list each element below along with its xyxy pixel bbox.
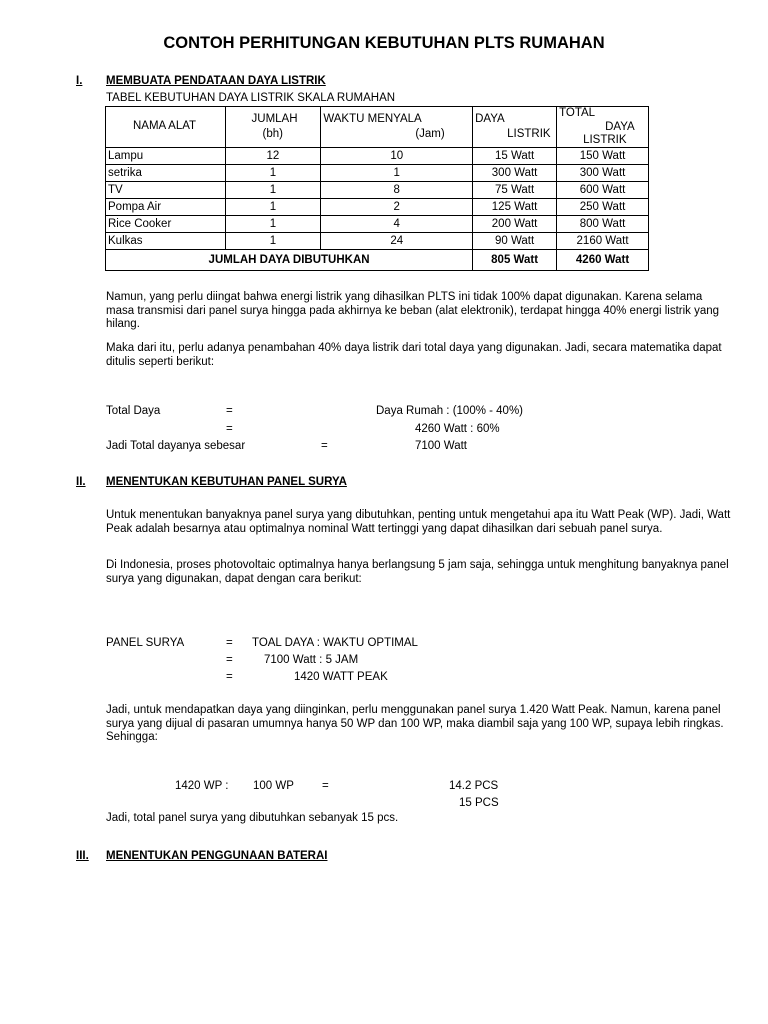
paragraph: Namun, yang perlu diingat bahwa energi listrik yang dihasilkan PLTS ini tidak 100% dapat digunakan. Karena selama masa transmisi dari panel surya hingga pada akhirnya ke beban (alat elektronik), terdapat hingga 40% energi listrik yang hilang.: [106, 291, 720, 330]
calc-label: Total Daya: [106, 405, 161, 417]
paragraph: Untuk menentukan banyaknya panel surya yang dibutuhkan, penting untuk mengetahui apa itu Watt Peak (WP). Jadi, Watt Peak adalah besarnya atau optimalnya nominal Watt tertinggi yang dapat dihasilkan dari sebuah panel surya.: [106, 509, 731, 535]
calc-equals: =: [226, 671, 233, 683]
calc-value: 1420 WP :: [175, 780, 229, 792]
total-daya: 805 Watt: [473, 250, 557, 271]
calc-equals: =: [226, 423, 233, 435]
table-caption: TABEL KEBUTUHAN DAYA LISTRIK SKALA RUMAHAN: [106, 92, 396, 104]
header-waktu: WAKTU MENYALA (Jam): [321, 107, 473, 148]
section-2-heading: MENENTUKAN KEBUTUHAN PANEL SURYA: [106, 476, 347, 488]
header-daya: DAYA LISTRIK: [473, 107, 557, 148]
table-row: TV 1 8 75 Watt 600 Watt: [106, 182, 649, 199]
table-header-row: [106, 107, 649, 148]
section-1-heading: MEMBUATA PENDATAAN DAYA LISTRIK: [106, 75, 326, 87]
table-total-row: [106, 250, 649, 271]
total-label: JUMLAH DAYA DIBUTUHKAN: [106, 250, 473, 271]
paragraph: Jadi, untuk mendapatkan daya yang diinginkan, perlu menggunakan panel surya 1.420 Watt Peak. Namun, karena panel surya yang dijual di pasaran umumnya hanya 50 WP dan 100 WP, maka diambil saja yang 100 WP, supaya lebih ringkas. Sehingga:: [106, 704, 724, 743]
calc-label: Jadi Total dayanya sebesar: [106, 440, 246, 452]
header-nama-alat: NAMA ALAT: [106, 107, 226, 148]
calc-value: 7100 Watt: [415, 440, 467, 452]
table-row: Pompa Air 1 2 125 Watt 250 Watt: [106, 199, 649, 216]
section-3-heading: MENENTUKAN PENGGUNAAN BATERAI: [106, 850, 328, 862]
table-row: Kulkas 1 24 90 Watt 2160 Watt: [106, 233, 649, 250]
calc-equals: =: [226, 405, 233, 417]
power-needs-table: [105, 106, 649, 271]
document-title: CONTOH PERHITUNGAN KEBUTUHAN PLTS RUMAHAN: [163, 34, 605, 52]
calc-equals: =: [322, 780, 329, 792]
table-row: Rice Cooker 1 4 200 Watt 800 Watt: [106, 216, 649, 233]
calc-label: PANEL SURYA: [106, 637, 185, 649]
total-total: 4260 Watt: [557, 250, 649, 271]
calc-value: Daya Rumah : (100% - 40%): [376, 405, 524, 417]
section-1-number: I.: [76, 75, 83, 87]
calc-result: 14.2 PCS: [449, 780, 499, 792]
table-row: setrika 1 1 300 Watt 300 Watt: [106, 165, 649, 182]
header-total: TOTAL DAYA LISTRIK: [557, 107, 649, 148]
paragraph: Jadi, total panel surya yang dibutuhkan sebanyak 15 pcs.: [106, 812, 399, 824]
paragraph: Di Indonesia, proses photovoltaic optimalnya hanya berlangsung 5 jam saja, sehingga untuk menghitung banyaknya panel surya yang digunakan, dapat dengan cara berikut:: [106, 559, 729, 585]
calc-value: 100 WP: [253, 780, 294, 792]
calc-value: 4260 Watt : 60%: [415, 423, 500, 435]
calc-equals: =: [226, 637, 233, 649]
calc-value: 7100 Watt : 5 JAM: [264, 654, 359, 666]
paragraph: Maka dari itu, perlu adanya penambahan 40% daya listrik dari total daya yang digunakan. Jadi, secara matematika dapat ditulis seperti berikut:: [106, 342, 722, 368]
calc-value: 1420 WATT PEAK: [294, 671, 388, 683]
calc-equals: =: [226, 654, 233, 666]
calc-value: TOAL DAYA : WAKTU OPTIMAL: [252, 637, 418, 649]
table-row: Lampu 12 10 15 Watt 150 Watt: [106, 148, 649, 165]
section-3-number: III.: [76, 850, 89, 862]
calc-result: 15 PCS: [459, 797, 499, 809]
calc-equals: =: [321, 440, 328, 452]
section-2-number: II.: [76, 476, 86, 488]
header-jumlah: JUMLAH (bh): [225, 107, 321, 148]
